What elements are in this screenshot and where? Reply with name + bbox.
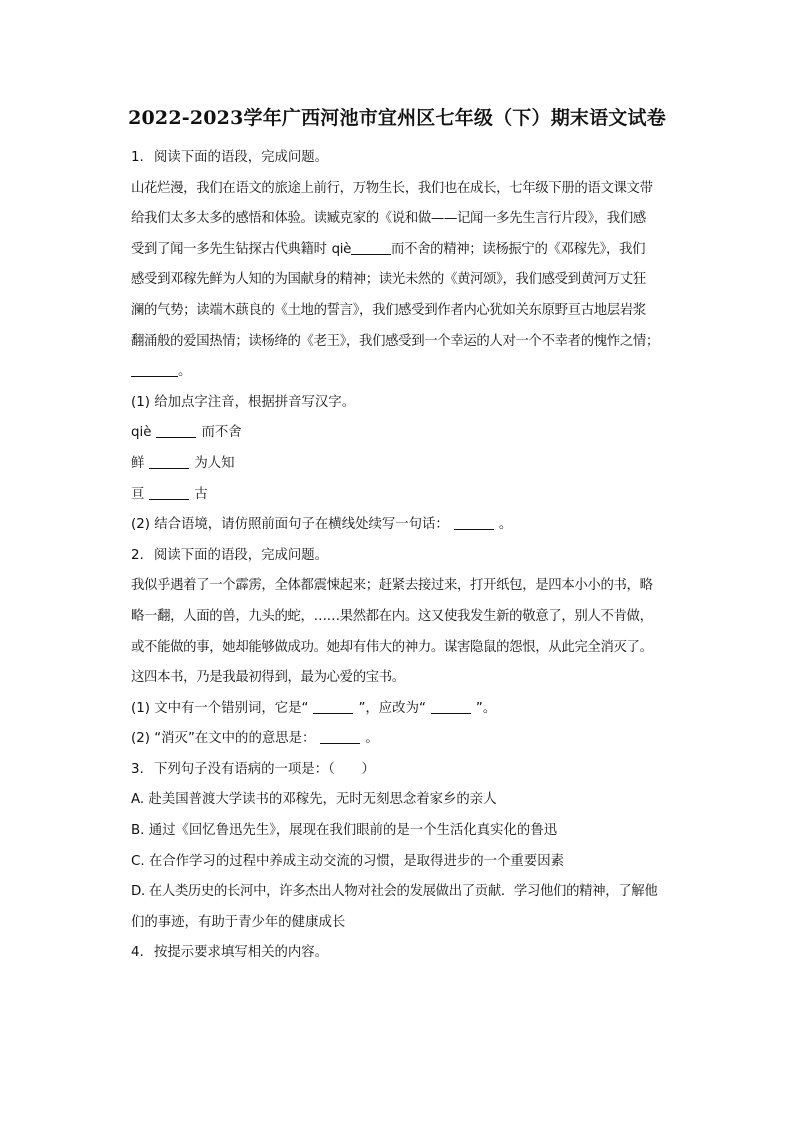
sub2-end: 。 <box>365 731 379 747</box>
question-text: 下列句子没有语病的一项是：（ ） <box>154 761 375 777</box>
option-d[interactable]: D. 在人类历史的长河中，许多杰出人物对社会的发展做出了贡献．学习他们的精神，了解他 <box>131 884 658 900</box>
passage-text: 。 <box>178 364 192 380</box>
sub1-text-b: ”，应改为“ <box>358 700 426 716</box>
passage-text: 而不舍的精神；读杨振宁的《邓稼先》，我们 <box>391 241 646 257</box>
question-1-sub2 <box>131 510 706 541</box>
sub1-text-c: ”。 <box>475 700 497 716</box>
sub2-text: (2) “消灭”在文中的的意思是： <box>131 731 316 747</box>
answer-blank[interactable] <box>351 240 391 255</box>
question-1-stem <box>131 143 706 174</box>
question-number: 4. <box>131 945 144 961</box>
passage-line: 山花烂漫，我们在语文的旅途上前行，万物生长，我们也在成长，七年级下册的语文课文带 <box>131 180 653 196</box>
answer-blank[interactable] <box>131 362 178 377</box>
question-number: 2. <box>131 547 144 563</box>
option-d-continued: 们的事迹，有助于青少年的健康成长 <box>131 914 346 930</box>
option-a[interactable]: A. 赴美国普渡大学读书的邓稼先，无时无刻思念着家乡的亲人 <box>131 792 497 808</box>
sub1-item <box>131 418 706 449</box>
item-suffix: 而不舍 <box>201 425 242 441</box>
passage-line: 澜的气势；读端木蕻良的《土地的誓言》，我们感受到作者内心犹如关东原野亘古地层岩浆 <box>131 302 646 318</box>
answer-blank[interactable] <box>156 423 196 438</box>
answer-blank[interactable] <box>313 699 353 714</box>
question-1-sub1-label: (1) 给加点字注音，根据拼音写汉字。 <box>131 394 356 410</box>
answer-blank[interactable] <box>454 515 494 530</box>
option-c[interactable]: C. 在合作学习的过程中养成主动交流的习惯，是取得进步的一个重要因素 <box>131 853 564 869</box>
exam-content <box>131 143 706 969</box>
answer-blank[interactable] <box>431 699 471 714</box>
passage-line <box>131 357 706 388</box>
question-number: 1. <box>131 150 144 165</box>
question-2-sub2 <box>131 724 706 755</box>
item-suffix: 为人知 <box>194 455 235 471</box>
passage-text: 受到了闻一多先生钻探古代典籍时 <box>131 241 327 257</box>
answer-blank[interactable] <box>320 729 360 744</box>
item-prefix: qiè <box>131 425 152 441</box>
passage-line: 翻涌般的爱国热情；读杨绛的《老王》，我们感受到一个幸运的人对一个不幸者的愧怍之情； <box>131 333 659 349</box>
question-4-stem <box>131 938 706 969</box>
passage-line <box>131 235 706 266</box>
sub1-item <box>131 480 706 511</box>
question-2-stem <box>131 541 706 572</box>
question-3-stem <box>131 755 706 786</box>
page-title: 2022-2023学年广西河池市宜州区七年级（下）期末语文试卷 <box>128 107 666 129</box>
passage-line: 给我们太多太多的感悟和体验。读臧克家的《说和做——记闻一多先生言行片段》，我们感 <box>131 211 646 227</box>
question-text: 阅读下面的语段，完成问题。 <box>154 547 329 563</box>
answer-blank[interactable] <box>149 485 189 500</box>
option-b[interactable]: B. 通过《回忆鲁迅先生》，展现在我们眼前的是一个生活化真实化的鲁迅 <box>131 823 558 839</box>
question-number: 3. <box>131 761 144 777</box>
sub2-label: (2) 结合语境，请仿照前面句子在横线处续写一句话： <box>131 517 449 533</box>
passage-line: 感受到邓稼先鲜为人知的为国献身的精神；读光未然的《黄河颂》，我们感受到黄河万丈狂 <box>131 272 646 288</box>
item-prefix: 鲜 <box>131 455 145 471</box>
pinyin-text: qiè <box>331 241 352 257</box>
sub2-end: 。 <box>498 517 513 533</box>
item-prefix: 亘 <box>131 486 145 502</box>
question-text: 阅读下面的语段，完成问题。 <box>154 150 329 165</box>
sub1-text-a: (1) 文中有一个错别词，它是“ <box>131 700 309 716</box>
item-suffix: 古 <box>194 486 208 502</box>
passage-line: 或不能做的事，她却能够做成功。她却有伟大的神力。谋害隐鼠的怨恨，从此完全消灭了。 <box>131 639 653 655</box>
passage-line: 我似乎遇着了一个霹雳，全体都震悚起来；赶紧去接过来，打开纸包，是四本小小的书，略 <box>131 578 653 594</box>
passage-line: 略一翻，人面的兽，九头的蛇，……果然都在内。这又使我发生新的敬意了，别人不肯做， <box>131 608 653 624</box>
answer-blank[interactable] <box>149 454 189 469</box>
question-2-sub1 <box>131 694 706 725</box>
sub1-item <box>131 449 706 480</box>
question-text: 按提示要求填写相关的内容。 <box>154 945 329 961</box>
passage-line: 这四本书，乃是我最初得到，最为心爱的宝书。 <box>131 670 405 686</box>
